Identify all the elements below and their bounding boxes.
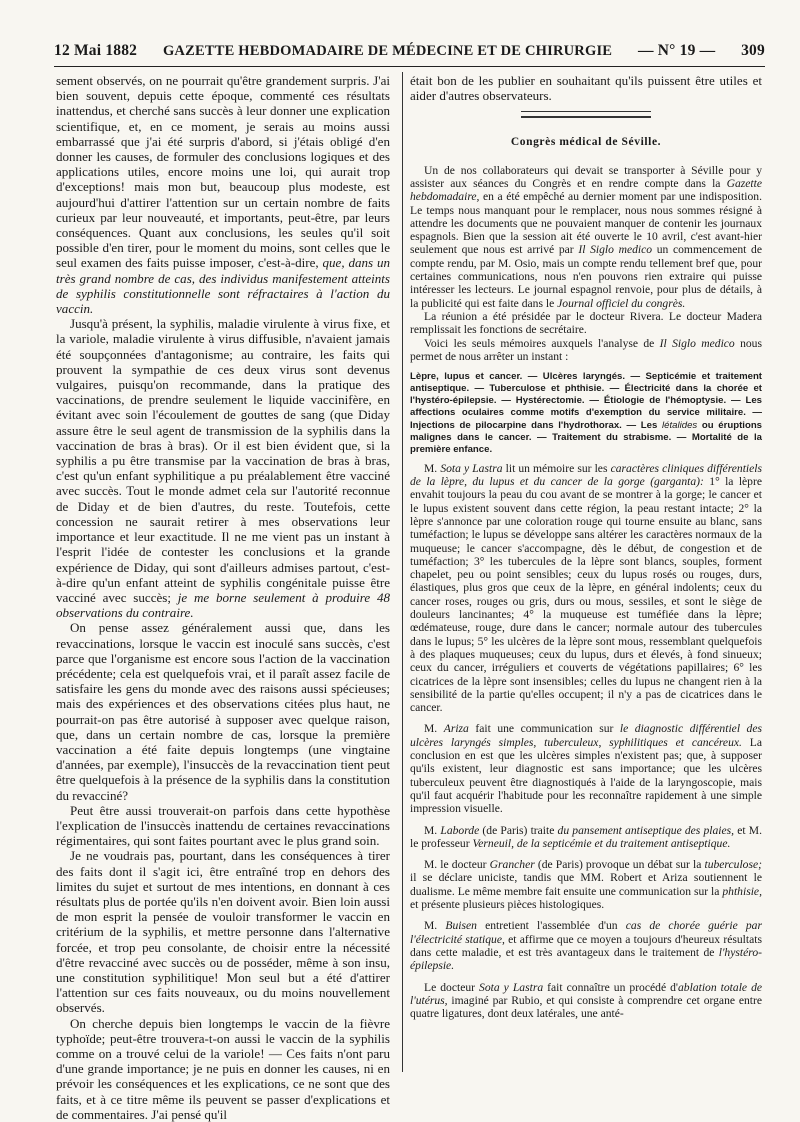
paragraph: M. Ariza fait une communication sur le diagnostic différentiel des ulcères laryngés simples, tuberculeux, syphilitiques et cancéreux. La conclusion en est que les ulcères simples n'existent pas; que, à supposer qu'ils existent, leur diagnostic est sans importance; que les ulcères tuberculeux peuvent être diagnostiqués à l'aide de la laryngoscopie, mais qu'il faut acquérir l'habitude pour les reconnaître rapidement à une simple impression visuelle.: [410, 722, 762, 816]
paragraph: était bon de les publier en souhaitant qu'ils puissent être utiles et aider d'autres observateurs.: [410, 73, 762, 104]
paragraph: On cherche depuis bien longtemps le vaccin de la fièvre typhoïde; peut-être trouvera-t-on aussi le vaccin de la syphilis comme on a trouvé celui de la variole! — Ces faits n'ont paru d'une grande importance; je ne puis en donner les causes, ni en prévoir les conséquences et les explications, ce ne sont que des faits, et à ce titre même ils peuvent se passer d'explications et de commentaires. J'ai pensé qu'il: [56, 1015, 390, 1122]
paragraph: La réunion a été présidée par le docteur Rivera. Le docteur Madera remplissait les fonctions de secrétaire.: [410, 309, 762, 337]
header-journal-title: GAZETTE HEBDOMADAIRE DE MÉDECINE ET DE CHIRURGIE: [162, 43, 613, 59]
header-rule: [54, 66, 765, 67]
header-issue-number: — N° 19 —: [637, 42, 716, 59]
right-column: [410, 73, 762, 1078]
paragraph: Un de nos collaborateurs qui devait se transporter à Séville pour y assister aux séances du Congrès et en rendre compte dans la Gazette hebdomadaire, en a été empêché au dernier moment par une indisposition. Le temps nous manquant pour le remplacer, nous nous sommes résigné à attendre les documents que ne pouvaient manquer de contenir les journaux espagnols. Bien que la session ait été ouverte le 10 avril, c'est avant-hier seulement que nous est arrivé par Il Siglo medico un commencement de compte rendu, par M. Osio, mais un compte rendu tellement bref que, pour certaines communications, nous n'en pouvons rien extraire qui puisse intéresser les lecteurs. Le journal espagnol renvoie, pour plus de détails, à la publicité qui est faite dans le Journal officiel du congrès.: [410, 163, 763, 310]
paragraph: On pense assez généralement aussi que, dans les revaccinations, lorsque le vaccin est inoculé sans succès, c'est parce que l'organisme est encore sous l'action de la vaccination précédente; cela est quelquefois vrai, et il paraît assez facile de satisfaire les gens du monde avec des raisons aussi spécieuses; mais des expériences et des observations citées plus haut, ne pourrait-on pas être autorisé à supposer avec quelque raison, que, dans un certain nombre de cas, lorsque la première vaccination a été faite depuis longtemps (une vingtaine d'années, par exemple), l'insuccès de la revaccination tient peut être quelquefois à la présence de la syphilis dans la constitution du revacciné?: [56, 620, 390, 803]
paragraph: sement observés, on ne pourrait qu'être grandement surpris. J'ai bien souvent, depuis cette époque, commenté ces résultats inattendus, et cherché sans succès à leur donner une explication scientifique, et, en ce moment, je serais au moins aussi embarrassé que j'ai été surpris d'abord, si j'étais obligé d'en donner les causes, de formuler des conclusions logiques et des applications utiles, encore moins une loi, qui aurait trop d'exceptions! mais mon but, beaucoup plus modeste, est aujourd'hui d'attirer l'attention sur un certain nombre de faits curieux par leur nouveauté, et importants, peut-être, par leurs conséquences. Quant aux conclusions, les seules qu'il soit possible d'en tirer, pour le moment du moins, sont celles que le seul examen des faits puisse imposer, c'est-à-dire, que, dans un très grand nombre de cas, des individus manifestement atteints de syphilis constitutionnelle sont réfractaires à l'action du vaccin.: [56, 73, 390, 317]
header-date: 12 Mai 1882: [54, 42, 138, 59]
paragraph: Je ne voudrais pas, pourtant, dans les conséquences à tirer des faits dont il s'agit ici, être entraîné trop en dehors des limites du sujet et surtout de mes intentions, en donnant à ces résultats plus de portée qu'ils n'en doivent avoir. Bien loin aussi de mon esprit la pensée de vouloir transformer le vaccin en critérium de la syphilis, et mettre personne dans l'alternative forcée, et trop peu consolante, de choisir entre la nécessité d'être revacciné avec succès ou de posséder, même à son insu, une constitution syphilitique! Mon seul but a été d'attirer l'attention sur ces faits nouveaux, ou du moins nouvellement observés.: [56, 848, 390, 1016]
paragraph: Voici les seuls mémoires auxquels l'analyse de Il Siglo medico nous permet de nous arrêter un instant :: [410, 336, 762, 363]
paragraph: Peut être aussi trouverait-on parfois dans cette hypothèse l'explication de l'insuccès inattendu de certaines revaccinations régimentaires, qui sont faites pourtant avec le plus grand soin.: [56, 802, 390, 849]
header-page-number: 309: [741, 42, 765, 59]
paragraph: M. Buisen entretient l'assemblée d'un cas de chorée guérie par l'électricité statique, et affirme que ce moyen a toujours d'heureux résultats dans cette maladie, et est très avantageux dans le traitement de l'hystéro-épilepsie.: [410, 919, 762, 973]
left-column: [56, 73, 390, 1122]
paragraph: M. le docteur Grancher (de Paris) provoque un débat sur la tuberculose; il se déclare uniciste, tandis que MM. Robert et Ariza soutiennent le dualisme. Le même membre fait ensuite une communication sur la phthisie, et présente plusieurs pièces histologiques.: [410, 858, 762, 912]
running-header: [54, 42, 765, 62]
paragraph: M. Sota y Lastra lit un mémoire sur les caractères cliniques différentiels de la lèpre, du lupus et du cancer de la gorge (garganta): 1° la lèpre envahit toujours la peau du cou avant de se montrer à la gorge; le cancer et le lupus existent souvent dans cette région, la peau restant intacte; 2° la lèpre s'annonce par une coloration rouge qui tourne ensuite au blanc, sans tuméfaction; le lupus se développe sans altérer les caractères normaux de la muqueuse; le cancer s'accompagne, dès le début, de congestion et de tuméfaction; 3° les tubercules de la lèpre sont blancs, souples, forment chapelet, peu ou point sensibles; ceux du lupus rosés ou rouges, durs, élastiques, plus gros que ceux de la lèpre, en général indolents; ceux du cancer roses, rouges ou gris, durs ou mous, sessiles, et sont le siège de douleurs lancinantes; 4° la muqueuse est tuméfiée dans la lèpre; œdémateuse, rouge, dure dans le cancer; normale autour des tubercules dans le lupus; 5° les ulcères de la lèpre sont mous, ressemblant quelquefois à des plaques muqueuses; ceux du lupus, durs et élevés, à fond sinueux; ceux du cancer, irréguliers et couverts de végétations papillaires; 6° les cicatrices de la lèpre sont insensibles; celles du lupus ne changent rien à la sensibilité de la partie qu'elles occupent; il n'y a pas de cicatrices dans le cancer.: [410, 461, 763, 715]
section-separator-rule: [521, 111, 651, 118]
column-divider: [402, 72, 403, 1072]
paragraph: Le docteur Sota y Lastra fait connaître un procédé d'ablation totale de l'utérus, imaginé par Rubio, et qui consiste à comprendre cet organe entre quatre ligatures, dont deux latérales, une anté-: [410, 980, 763, 1021]
paragraph: Jusqu'à présent, la syphilis, maladie virulente à virus fixe, et la variole, maladie virulente à virus diffusible, n'avaient jamais été soupçonnées d'antagonisme; au contraire, les faits qui prouvent la sympathie de ces deux virus sont devenus vulgaires, puisqu'on recommande, dans la pratique des vaccinations, de prendre seulement le liquide vaccinifère, en évitant avec soin l'écoulement de gouttes de sang (que Diday assure être le seul agent de transmission de la syphilis dans la vaccination de bras à bras). Or il est bien évident que, si la syphilis a pu être transmise par la vaccination de bras à bras, c'est qu'un enfant syphilitique a pu préalablement être vacciné avec succès. Tout le monde admet cela sur l'autorité reconnue de Diday et de bien d'autres, du reste. Toutefois, cette concession ne saurait retirer à mes observations leur importance et leur exactitude. Il ne me vient pas un instant à l'esprit l'idée de contester les conclusions et la grande expérience de Diday, qui sont d'ailleurs admises partout, c'est-à-dire qu'un enfant atteint de syphilis congénitale puisse être vacciné avec succès; je me borne seulement à produire 48 observations du contraire.: [56, 316, 390, 621]
section-title: Congrès médical de Séville.: [510, 136, 662, 149]
summary-list: Lèpre, lupus et cancer. — Ulcères laryngés. — Septicémie et traitement antiseptique. — Tuberculose et phthisie. — Électricité dans la chorée et l'hystéro-épilepsie. — Hystérectomie. — Étiologie de l'hémoptysie. — Les affections oculaires comme motifs d'exemption du service militaire. — Injections de pilocarpine dans l'hydrothorax. — Les létalides ou éruptions malignes dans le cancer. — Traitement du strabisme. — Mortalité de la première enfance.: [410, 371, 763, 455]
paragraph: M. Laborde (de Paris) traite du pansement antiseptique des plaies, et M. le professeur Verneuil, de la septicémie et du traitement antiseptique.: [410, 823, 762, 850]
